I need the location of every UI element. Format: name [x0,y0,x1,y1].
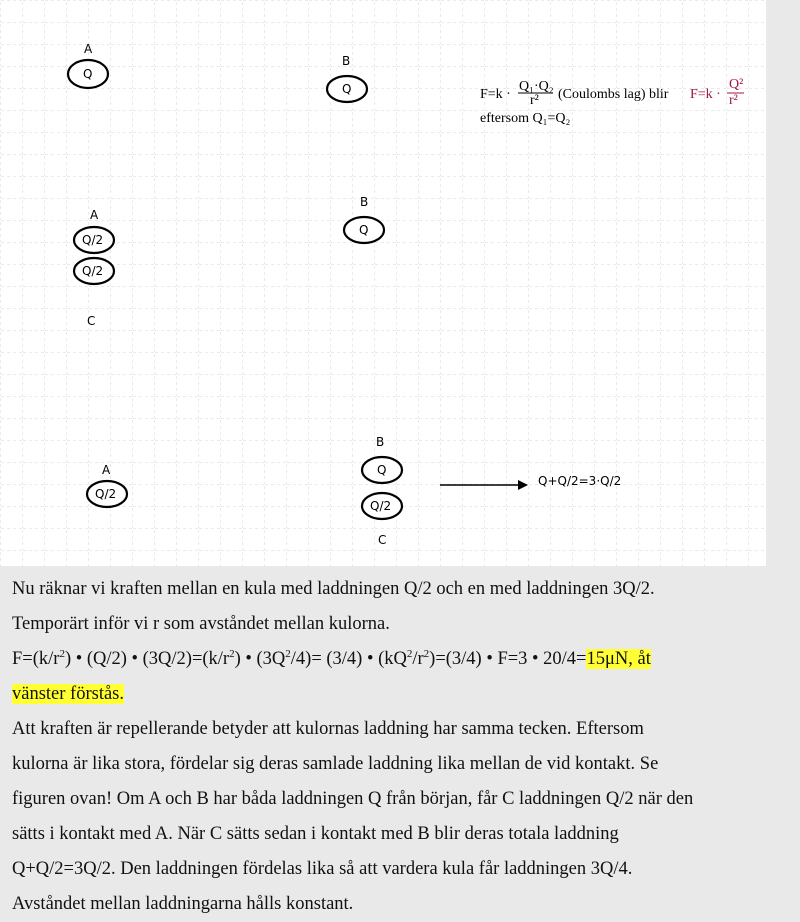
answer-highlight-cont: vänster förstås. [12,684,124,704]
text-line-2: Temporärt inför vi r som avståndet mellan kulorna. [12,614,390,634]
p1-charge-a: Q [83,67,93,81]
formula-f-k: F=k · [480,87,511,102]
p1-charge-b: Q [342,82,352,96]
eq-part: /r [412,649,424,669]
para-line: Q+Q/2=3Q/2. Den laddningen fördelas lika så att vardera kula får laddningen 3Q/4. [12,859,633,879]
eq-exp: 2 [229,648,235,660]
p2-label-a: A [90,208,99,222]
formula-frac1-num: Q₁·Q₂ [519,79,554,94]
eq-exp: 2 [285,648,291,660]
eq-exp: 2 [406,648,413,660]
p3-label-a: A [102,463,111,477]
equation-line [12,642,792,677]
formula-line2: eftersom Q₁=Q₂ [480,111,571,126]
p2-charge-a: Q/2 [82,233,104,247]
eq-part: /4)= (3/4) • (kQ [290,649,407,669]
p2-charge-b: Q [359,223,369,237]
p2-charge-c: Q/2 [82,264,104,278]
p1-label-b: B [342,54,351,68]
p3-label-c: C [378,533,387,547]
explanation-text [12,572,792,922]
p2-label-c: C [87,314,96,328]
formula-mid: (Coulombs lag) blir [558,87,669,102]
formula-frac2-num: Q² [729,77,744,92]
p3-charge-c: Q/2 [370,499,392,513]
eq-part: F=(k/r [12,649,60,669]
eq-exp: 2 [423,648,430,660]
p3-result: Q+Q/2=3·Q/2 [538,474,622,488]
para-line: sätts i kontakt med A. När C sätts sedan i kontakt med B blir deras totala laddning [12,824,619,844]
p2-label-b: B [360,195,369,209]
para-line: Avståndet mellan laddningarna hålls konstant. [12,894,354,914]
eq-part: ) • (Q/2) • (3Q/2)=(k/r [64,649,230,669]
p3-label-b: B [376,435,385,449]
formula-frac1-den: r² [530,93,539,108]
para-line: kulorna är lika stora, fördelar sig deras samlade laddning lika mellan de vid kontakt. Se [12,754,659,774]
p3-charge-a: Q/2 [95,487,117,501]
eq-exp: 2 [59,648,65,660]
p3-charge-b: Q [377,463,387,477]
text-line-1: Nu räknar vi kraften mellan en kula med laddningen Q/2 och en med laddningen 3Q/2. [12,579,655,599]
formula-frac2-den: r² [729,93,738,108]
eq-part: ) • (3Q [234,649,286,669]
p1-label-a: A [84,42,93,56]
formula-f2: F=k · [690,87,721,102]
eq-part: )=(3/4) • F=3 • 20/4= [429,649,587,669]
equation-line-cont [12,677,792,712]
para-line: Att kraften är repellerande betyder att kulornas laddning har samma tecken. Eftersom [12,719,644,739]
para-line: figuren ovan! Om A och B har båda laddningen Q från början, får C laddningen Q/2 när den [12,789,694,809]
answer-highlight: 15μN, åt [586,649,651,669]
